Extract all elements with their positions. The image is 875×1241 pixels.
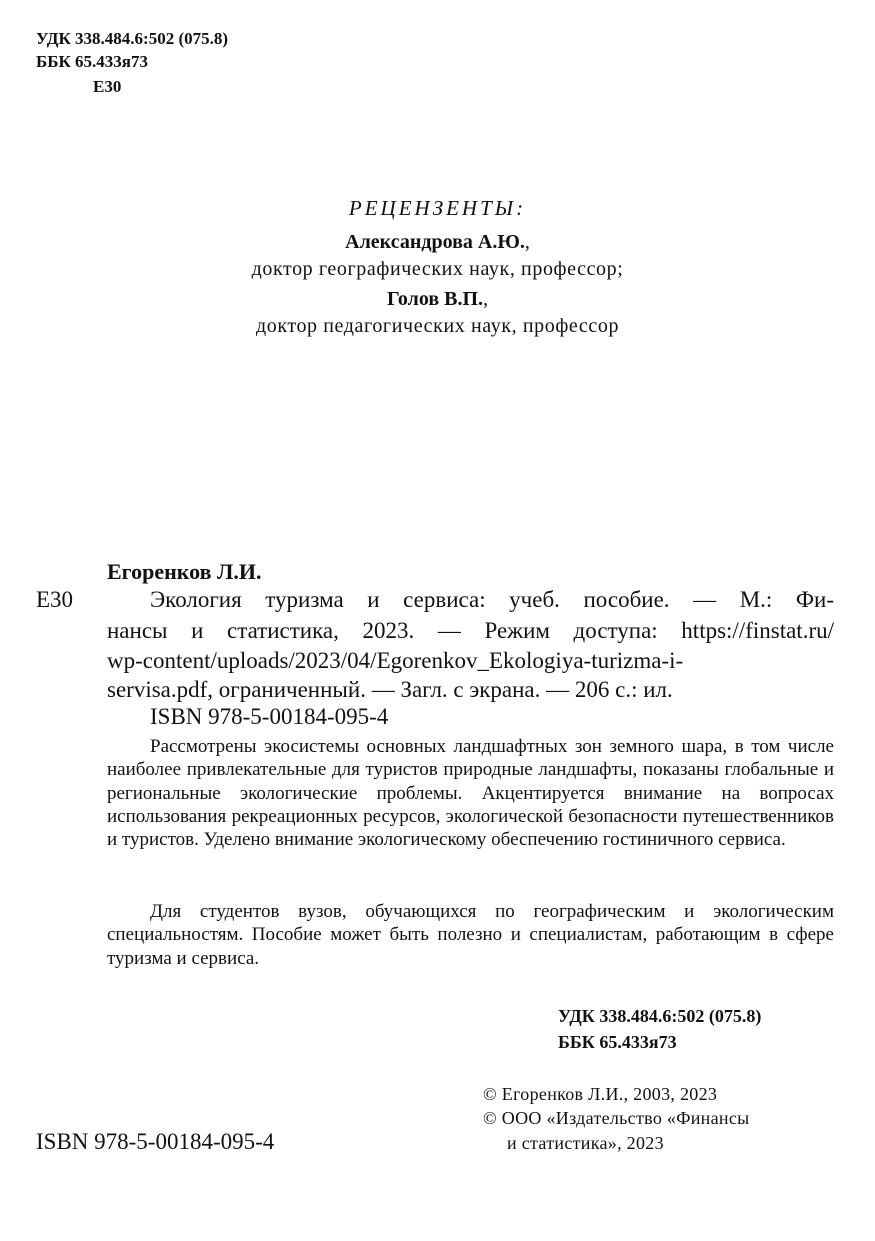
reviewer-1-name: Александрова А.Ю. bbox=[345, 231, 525, 253]
card-description-line: Экология туризма и сервиса: учеб. пособие. — М.: Фи- bbox=[150, 587, 834, 612]
annotation-paragraph-1 bbox=[107, 735, 834, 851]
copyright-author: © Егоренков Л.И., 2003, 2023 bbox=[483, 1084, 718, 1104]
copyright-publisher-cont: и статистика», 2023 bbox=[507, 1133, 664, 1153]
card-isbn: ISBN 978-5-00184-095-4 bbox=[150, 704, 389, 729]
author-code-top: Е30 bbox=[93, 77, 122, 96]
card-description-line: servisa.pdf, ограниченный. — Загл. с экрана. — 206 с.: ил. bbox=[107, 677, 673, 702]
reviewer-2-description: доктор педагогических наук, профессор bbox=[255, 315, 620, 337]
isbn-bottom: ISBN 978-5-00184-095-4 bbox=[36, 1129, 275, 1154]
copyright-publisher: © ООО «Издательство «Финансы bbox=[483, 1108, 750, 1128]
reviewer-2 bbox=[0, 288, 875, 311]
bbk-code-bottom: ББК 65.433я73 bbox=[558, 1032, 677, 1052]
card-author: Егоренков Л.И. bbox=[107, 559, 262, 584]
annotation-text: Для студентов вузов, обучающихся по географическим и экологическим специальностям. Пособие может быть полезно и специалистам, работающим в сфере туризма и сервиса. bbox=[107, 901, 834, 969]
udk-code-bottom: УДК 338.484.6:502 (075.8) bbox=[558, 1006, 762, 1026]
reviewer-1-suffix: , bbox=[524, 231, 530, 253]
bbk-code-top: ББК 65.433я73 bbox=[36, 52, 149, 71]
card-index: Е30 bbox=[36, 587, 74, 612]
card-description-line: нансы и статистика, 2023. — Режим доступа: https://finstat.ru/ bbox=[107, 618, 834, 643]
annotation-paragraph-2 bbox=[107, 900, 834, 970]
annotation-text: Рассмотрены экосистемы основных ландшафтных зон земного шара, в том числе наиболее привлекательные для туристов природные ландшафты, показаны глобальные и региональные экологические проблемы. Акцентируется внимание на вопросах использования рекреационных ресурсов, экологической безопасности путешественников и туристов. Уделено внимание экологическому обеспечению гостиничного сервиса. bbox=[107, 736, 834, 851]
reviewer-1-description: доктор географических наук, профессор; bbox=[251, 258, 624, 280]
udk-code-top: УДК 338.484.6:502 (075.8) bbox=[36, 29, 229, 48]
reviewer-1 bbox=[0, 231, 875, 254]
reviewers-heading: РЕЦЕНЗЕНТЫ: bbox=[348, 196, 527, 220]
card-description-line: wp-content/uploads/2023/04/Egorenkov_Ekologiya-turizma-i- bbox=[107, 648, 684, 673]
reviewer-2-name: Голов В.П. bbox=[386, 288, 484, 310]
reviewer-2-suffix: , bbox=[483, 288, 489, 310]
